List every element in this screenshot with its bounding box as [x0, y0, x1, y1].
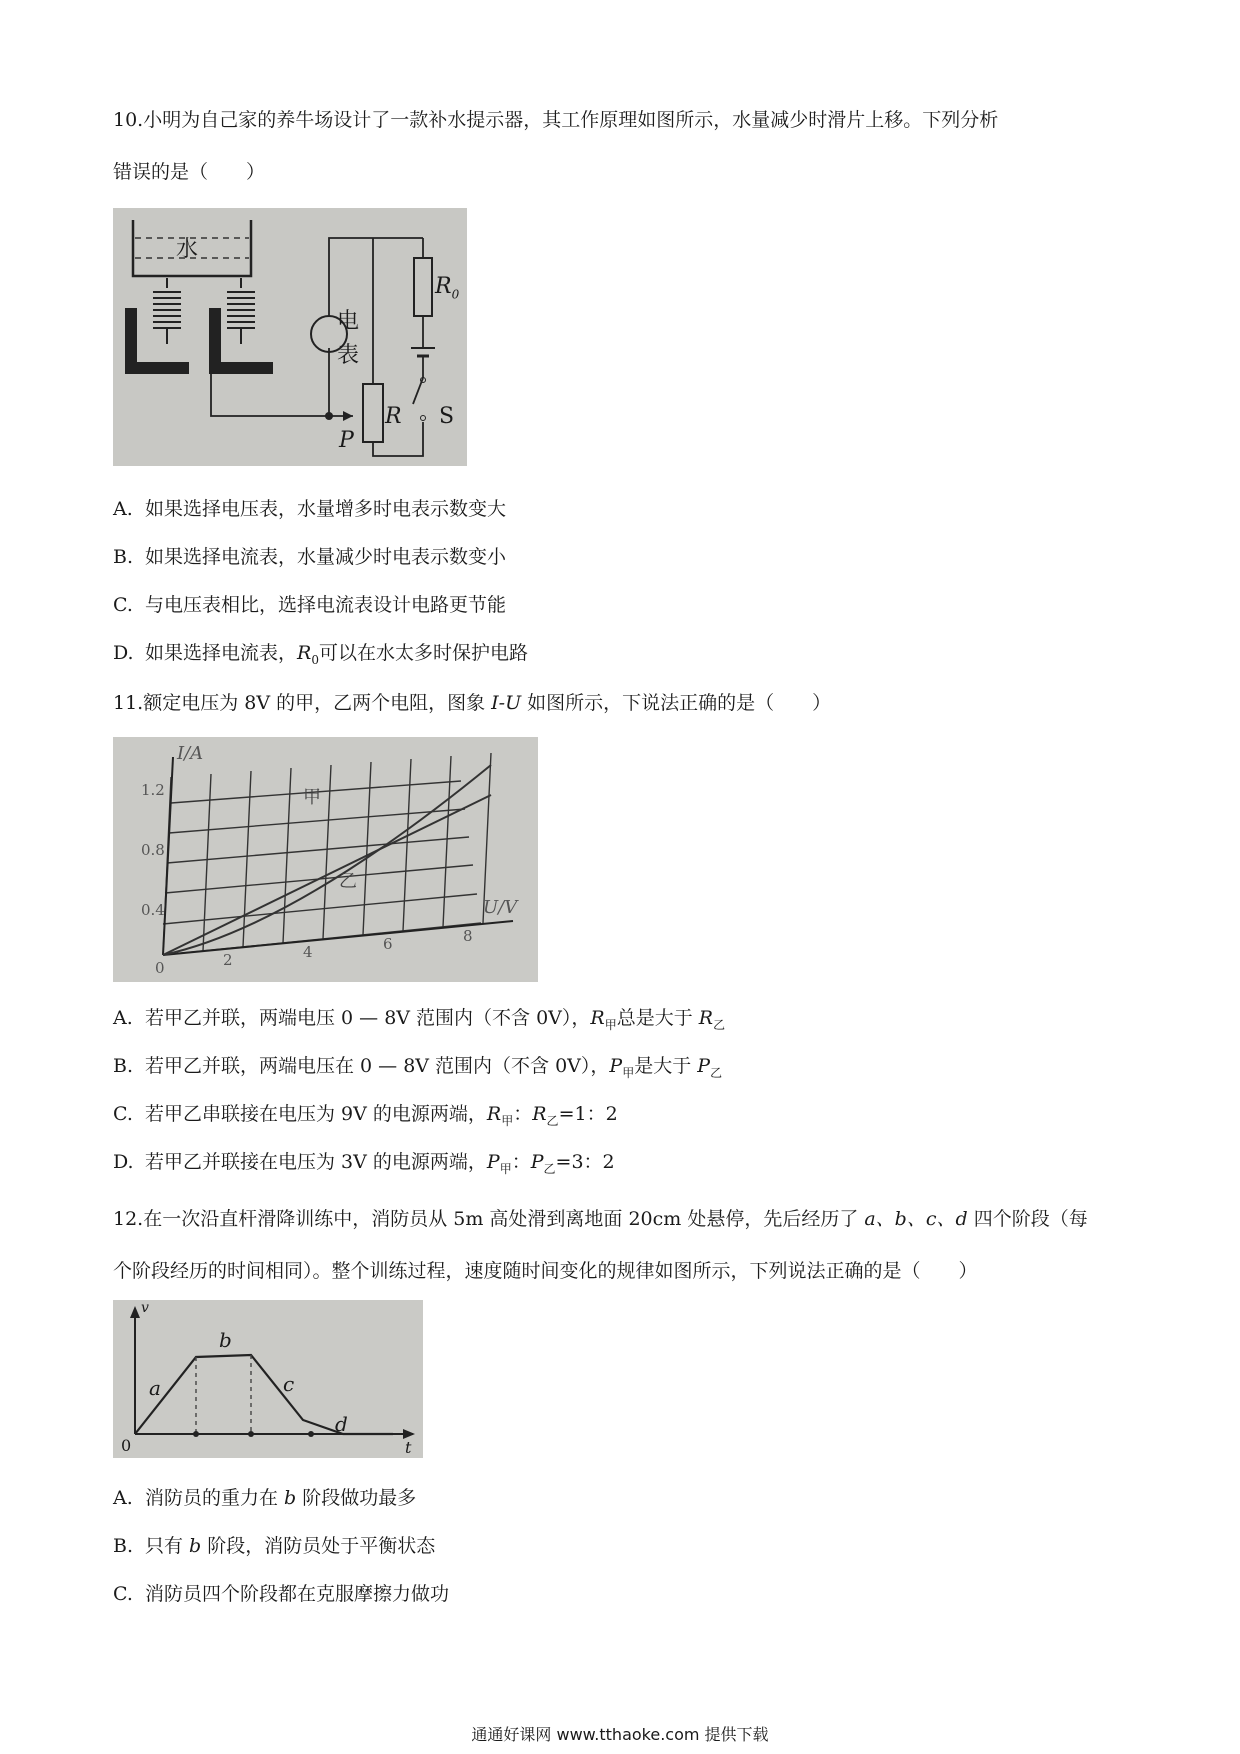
- q10-line2: 错误的是（ ）: [113, 161, 266, 183]
- q12-stage-a-label: a: [149, 1376, 161, 1400]
- q11-ytick: 0.4: [141, 901, 165, 919]
- q12-v-label: v: [141, 1300, 149, 1316]
- q10-option-a: A. 如果选择电压表，水量增多时电表示数变大: [113, 498, 507, 520]
- q12-option-a: A. 消防员的重力在 b 阶段做功最多: [113, 1487, 417, 1509]
- q11-option-d: D. 若甲乙并联接在电压为 3V 的电源两端，$P_甲$：$P_乙=3$：2: [113, 1151, 615, 1176]
- q10-circuit-figure: [113, 208, 467, 466]
- q11-xtick: 6: [383, 935, 393, 953]
- q10-fig-r-label: R: [385, 404, 402, 429]
- q11-stem: 11.额定电压为 8V 的甲，乙两个电阻，图象 I-U 如图所示，下说法正确的是（ ）: [113, 692, 832, 714]
- q10-fig-p-label: P: [339, 428, 354, 453]
- q11-option-c: C. 若甲乙串联接在电压为 9V 的电源两端，$R_甲$：$R_乙=1$：2: [113, 1103, 618, 1128]
- q12-stage-b-label: b: [219, 1328, 232, 1352]
- q11-label-jia: 甲: [303, 787, 321, 808]
- q12-stage-d-label: d: [335, 1412, 348, 1436]
- q10-stem: [113, 94, 1133, 198]
- q11-xtick: 2: [223, 951, 233, 969]
- q12-line2: 个阶段经历的时间相同）。整个训练过程，速度随时间变化的规律如图所示，下列说法正确的是（ ）: [113, 1260, 978, 1282]
- q12-t-label: t: [405, 1438, 412, 1457]
- q10-fig-meter-label-1: 电: [337, 309, 360, 334]
- q10-fig-water-label: 水: [176, 237, 199, 262]
- q12-line1: 12.在一次沿直杆滑降训练中，消防员从 5m 高处滑到离地面 20cm 处悬停，先后经历了 a、b、c、d 四个阶段（每: [113, 1208, 1088, 1230]
- q12-option-b: B. 只有 b 阶段，消防员处于平衡状态: [113, 1535, 436, 1557]
- q11-xtick: 4: [303, 943, 313, 961]
- q10-fig-meter-label-2: 表: [337, 343, 360, 368]
- q11-xtick: 8: [463, 927, 473, 945]
- q11-xtick: 0: [155, 959, 165, 977]
- q12-origin-label: 0: [121, 1436, 132, 1455]
- q12-stage-c-label: c: [283, 1372, 295, 1396]
- q10-option-d: D. 如果选择电流表，$R_0$可以在水太多时保护电路: [113, 642, 528, 667]
- q12-vt-graph: [113, 1300, 423, 1458]
- q11-ylabel: I/A: [177, 743, 204, 764]
- q11-xlabel: U/V: [483, 897, 518, 918]
- q11-option-b: B. 若甲乙并联，两端电压在 0 — 8V 范围内（不含 0V），$P_甲$是大于 $P_乙$: [113, 1055, 723, 1080]
- q10-fig-s-label: S: [439, 404, 455, 429]
- q10-option-c: C. 与电压表相比，选择电流表设计电路更节能: [113, 594, 507, 616]
- q10-fig-r0-label: $R_0$: [435, 274, 460, 302]
- q10-option-b: B. 如果选择电流表，水量减少时电表示数变小: [113, 546, 507, 568]
- q12-option-c: C. 消防员四个阶段都在克服摩擦力做功: [113, 1583, 450, 1605]
- q11-label-yi: 乙: [339, 871, 357, 892]
- q11-ytick: 1.2: [141, 781, 165, 799]
- q12-stem: [113, 1193, 1133, 1297]
- q11-option-a: A. 若甲乙并联，两端电压 0 — 8V 范围内（不含 0V），$R_甲$总是大于 $R_乙$: [113, 1007, 726, 1032]
- page-footer: 通通好课网 www.tthaoke.com 提供下载: [471, 1725, 769, 1744]
- q11-ytick: 0.8: [141, 841, 165, 859]
- q11-iu-graph: [113, 737, 538, 982]
- q10-line1: 10.小明为自己家的养牛场设计了一款补水提示器，其工作原理如图所示，水量减少时滑片上移。下列分析: [113, 109, 999, 131]
